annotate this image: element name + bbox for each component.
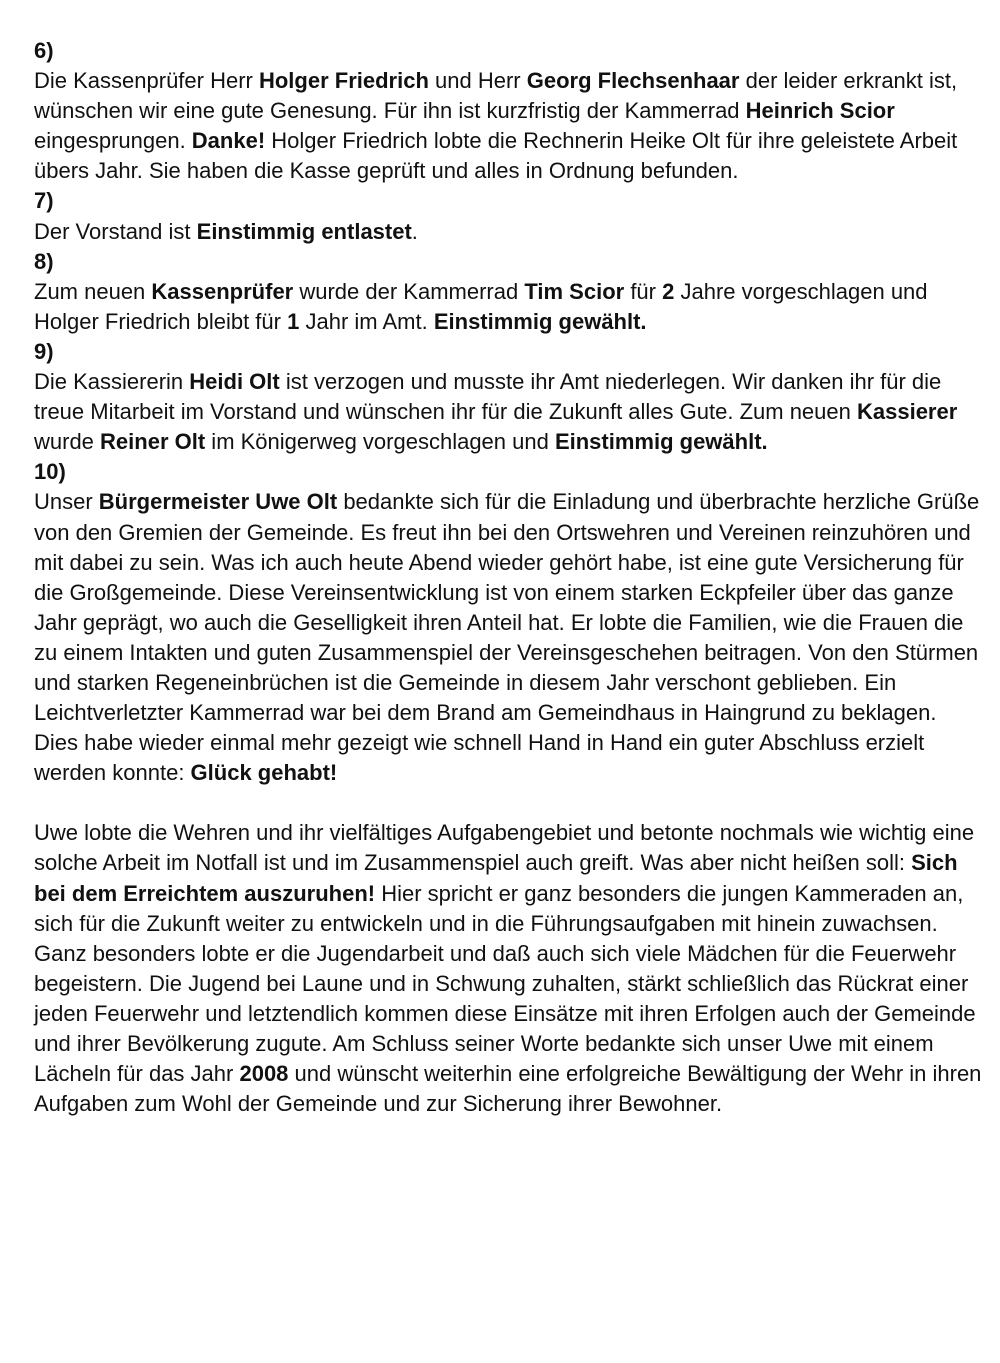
section-number: 7) [34, 188, 54, 214]
bold-segment: Bürgermeister Uwe Olt [98, 489, 338, 515]
text-segment: Holger Friedrich lobte die Rechnerin Heike Olt für ihre geleistete Arbeit übers Jahr. Sie haben die Kasse geprüft und alles in Ordnung befunden. [34, 128, 958, 184]
bold-segment: Danke! [191, 128, 266, 154]
bold-segment: Heinrich Scior [745, 98, 895, 124]
text-segment: Die Kassenprüfer Herr [34, 68, 259, 94]
bold-segment: 2008 [239, 1061, 289, 1087]
text-segment: der leider erkrankt ist, wünschen wir eine gute Genesung. Für ihn ist kurzfristig der Kammerrad [34, 68, 958, 124]
bold-segment: 2 [662, 278, 675, 304]
bold-segment: Holger Friedrich [258, 68, 429, 94]
text-segment: im Königerweg vorgeschlagen und [205, 429, 555, 455]
bold-segment: 1 [287, 308, 300, 334]
text-segment: Unser [34, 489, 99, 515]
bold-segment: Einstimmig gewählt. [554, 429, 768, 455]
text-segment: Jahre vorgeschlagen und Holger Friedrich bleibt für [34, 278, 928, 334]
section-9 [34, 337, 984, 457]
section-6 [34, 36, 984, 186]
text-segment: Der Vorstand ist [34, 218, 197, 244]
text-segment: eingesprungen. [34, 128, 192, 154]
bold-segment: Georg Flechsenhaar [526, 68, 740, 94]
bold-segment: Kassierer [856, 399, 958, 425]
text-segment: für [624, 278, 663, 304]
section-number: 9) [34, 338, 54, 364]
text-segment: Hier spricht er ganz besonders die jungen Kammeraden an, sich für die Zukunft weiter zu entwickeln und in die Führungsaufgaben mit hinein zuwachsen. Ganz besonders lobte er die Jugendarbeit und daß auch sich viele Mädchen für die Feuerwehr begeistern. Die Jugend bei Laune und in Schwung zuhalten, stärkt schließlich das Rückrat einer jeden Feuerwehr und letztendlich kommen diese Einsätze mit ihren Erfolgen auch der Gemeinde und ihrer Bevölkerung zugute. Am Schluss seiner Worte bedankte sich unser Uwe mit einem Lächeln für das Jahr [34, 880, 976, 1087]
bold-segment: Heidi Olt [189, 369, 280, 395]
section-7 [34, 186, 984, 246]
document-body [34, 36, 984, 1119]
bold-segment: Tim Scior [524, 278, 625, 304]
text-segment: wurde der Kammerrad [293, 278, 525, 304]
section-text [34, 487, 984, 788]
text-segment: Die Kassiererin [34, 369, 190, 395]
text-segment: und Herr [428, 68, 527, 94]
bold-segment: Einstimmig gewählt. [433, 308, 647, 334]
text-segment: wurde [34, 429, 101, 455]
section-number: 10) [34, 459, 66, 485]
closing-paragraph [34, 818, 984, 1119]
section-text [34, 277, 984, 337]
bold-segment: Glück gehabt! [190, 760, 338, 786]
text-segment: Zum neuen [34, 278, 152, 304]
section-text [34, 217, 984, 247]
section-number: 6) [34, 38, 54, 63]
paragraph-spacer [34, 788, 984, 818]
section-text [34, 367, 984, 457]
bold-segment: Kassenprüfer [151, 278, 294, 304]
bold-segment: Einstimmig entlastet [196, 218, 412, 244]
section-text [34, 66, 984, 186]
text-segment: und wünscht weiterhin eine erfolgreiche Bewältigung der Wehr in ihren Aufgaben zum Wohl der Gemeinde und zur Sicherung ihrer Bewohner. [34, 1061, 982, 1117]
text-segment: ist verzogen und musste ihr Amt niederlegen. Wir danken ihr für die treue Mitarbeit im Vorstand und wünschen ihr für die Zukunft alles Gute. Zum neuen [34, 369, 942, 425]
text-segment: Jahr im Amt. [299, 308, 434, 334]
section-10 [34, 457, 984, 788]
bold-segment: Sich bei dem Erreichtem auszuruhen! [34, 850, 958, 906]
text-segment: . [411, 218, 418, 244]
text-segment: Uwe lobte die Wehren und ihr vielfältiges Aufgabengebiet und betonte nochmals wie wichtig eine solche Arbeit im Notfall ist und im Zusammenspiel auch greift. Was aber nicht heißen soll: [34, 820, 975, 876]
bold-segment: Reiner Olt [100, 429, 206, 455]
section-number: 8) [34, 248, 54, 274]
text-segment: bedankte sich für die Einladung und überbrachte herzliche Grüße von den Gremien der Gemeinde. Es freut ihn bei den Ortswehren und Vereinen reinzuhören und mit dabei zu sein. Was ich auch heute Abend wieder gehört habe, ist eine gute Versicherung für die Großgemeinde. Diese Vereinsentwicklung ist von einem starken Eckpfeiler über das ganze Jahr geprägt, wo auch die Geselligkeit ihren Anteil hat. Er lobte die Familien, wie die Frauen die zu einem Intakten und guten Zusammenspiel der Vereinsgeschehen beitragen. Von den Stürmen und starken Regeneinbrüchen ist die Gemeinde in diesem Jahr verschont geblieben. Ein Leichtverletzter Kammerrad war bei dem Brand am Gemeindhaus in Haingrund zu beklagen. Dies habe wieder einmal mehr gezeigt wie schnell Hand in Hand ein guter Abschluss erzielt werden konnte: [34, 489, 980, 786]
section-8 [34, 247, 984, 337]
